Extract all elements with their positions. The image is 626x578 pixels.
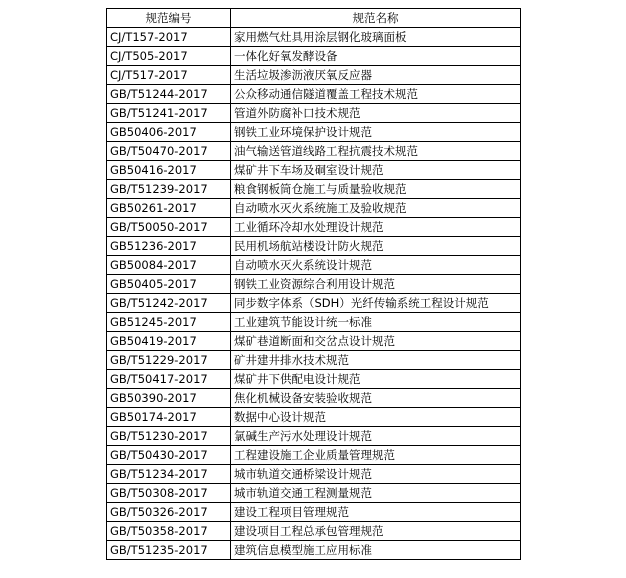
standard-code-cell: GB50261-2017 xyxy=(107,199,231,218)
table-row xyxy=(107,332,521,351)
standard-name-cell: 城市轨道交通桥梁设计规范 xyxy=(231,465,521,484)
table-row xyxy=(107,256,521,275)
table-row xyxy=(107,275,521,294)
standard-code-cell: CJ/T517-2017 xyxy=(107,66,231,85)
standard-code-cell: GB/T50417-2017 xyxy=(107,370,231,389)
table-row xyxy=(107,85,521,104)
standard-code-cell: GB/T50358-2017 xyxy=(107,522,231,541)
standard-name-cell: 焦化机械设备安装验收规范 xyxy=(231,389,521,408)
standard-name-cell: 钢铁工业资源综合利用设计规范 xyxy=(231,275,521,294)
standard-name-cell: 数据中心设计规范 xyxy=(231,408,521,427)
table-row xyxy=(107,408,521,427)
standard-code-cell: GB/T51229-2017 xyxy=(107,351,231,370)
standard-code-cell: GB/T51235-2017 xyxy=(107,541,231,560)
table-row xyxy=(107,123,521,142)
table-row xyxy=(107,484,521,503)
standard-name-cell: 煤矿巷道断面和交岔点设计规范 xyxy=(231,332,521,351)
standard-code-cell: GB50419-2017 xyxy=(107,332,231,351)
standard-name-cell: 公众移动通信隧道覆盖工程技术规范 xyxy=(231,85,521,104)
standard-name-cell: 工程建设施工企业质量管理规范 xyxy=(231,446,521,465)
table-header-row xyxy=(107,9,521,28)
table-row xyxy=(107,180,521,199)
standard-code-cell: GB/T51230-2017 xyxy=(107,427,231,446)
standard-name-cell: 煤矿井下车场及硐室设计规范 xyxy=(231,161,521,180)
standard-code-cell: CJ/T505-2017 xyxy=(107,47,231,66)
table-row xyxy=(107,522,521,541)
header-code: 规范编号 xyxy=(107,9,231,28)
table-row xyxy=(107,370,521,389)
table-row xyxy=(107,446,521,465)
standard-code-cell: GB50416-2017 xyxy=(107,161,231,180)
standard-code-cell: GB/T50470-2017 xyxy=(107,142,231,161)
standard-name-cell: 粮食钢板筒仓施工与质量验收规范 xyxy=(231,180,521,199)
table-row xyxy=(107,389,521,408)
standard-code-cell: CJ/T157-2017 xyxy=(107,28,231,47)
table-row xyxy=(107,218,521,237)
standard-name-cell: 城市轨道交通工程测量规范 xyxy=(231,484,521,503)
standards-table xyxy=(106,8,521,560)
standard-name-cell: 自动喷水灭火系统设计规范 xyxy=(231,256,521,275)
table-row xyxy=(107,66,521,85)
standard-name-cell: 油气输送管道线路工程抗震技术规范 xyxy=(231,142,521,161)
standard-name-cell: 民用机场航站楼设计防火规范 xyxy=(231,237,521,256)
standard-code-cell: GB/T51239-2017 xyxy=(107,180,231,199)
standard-code-cell: GB/T51242-2017 xyxy=(107,294,231,313)
standard-code-cell: GB/T51234-2017 xyxy=(107,465,231,484)
table-row xyxy=(107,199,521,218)
standard-code-cell: GB50390-2017 xyxy=(107,389,231,408)
table-row xyxy=(107,313,521,332)
standard-name-cell: 矿井建井排水技术规范 xyxy=(231,351,521,370)
standard-code-cell: GB50084-2017 xyxy=(107,256,231,275)
standard-name-cell: 同步数字体系（SDH）光纤传输系统工程设计规范 xyxy=(231,294,521,313)
table-row xyxy=(107,47,521,66)
standard-name-cell: 工业建筑节能设计统一标准 xyxy=(231,313,521,332)
standard-name-cell: 钢铁工业环境保护设计规范 xyxy=(231,123,521,142)
table-row xyxy=(107,465,521,484)
standard-code-cell: GB/T51244-2017 xyxy=(107,85,231,104)
standard-name-cell: 家用燃气灶具用涂层钢化玻璃面板 xyxy=(231,28,521,47)
standard-code-cell: GB/T50050-2017 xyxy=(107,218,231,237)
standard-name-cell: 建设项目工程总承包管理规范 xyxy=(231,522,521,541)
table-row xyxy=(107,351,521,370)
table-row xyxy=(107,541,521,560)
table-row xyxy=(107,104,521,123)
table-row xyxy=(107,503,521,522)
header-name: 规范名称 xyxy=(231,9,521,28)
standard-code-cell: GB/T50326-2017 xyxy=(107,503,231,522)
table-row xyxy=(107,237,521,256)
standard-name-cell: 建设工程项目管理规范 xyxy=(231,503,521,522)
standard-name-cell: 生活垃圾渗沥液厌氧反应器 xyxy=(231,66,521,85)
standard-code-cell: GB50405-2017 xyxy=(107,275,231,294)
table-body xyxy=(107,28,521,560)
standard-code-cell: GB51236-2017 xyxy=(107,237,231,256)
standard-name-cell: 煤矿井下供配电设计规范 xyxy=(231,370,521,389)
standard-code-cell: GB/T51241-2017 xyxy=(107,104,231,123)
table-row xyxy=(107,294,521,313)
standard-name-cell: 一体化好氧发酵设备 xyxy=(231,47,521,66)
table-row xyxy=(107,28,521,47)
standard-name-cell: 工业循环冷却水处理设计规范 xyxy=(231,218,521,237)
standard-code-cell: GB51245-2017 xyxy=(107,313,231,332)
standard-code-cell: GB50174-2017 xyxy=(107,408,231,427)
table-row xyxy=(107,161,521,180)
standard-name-cell: 氯碱生产污水处理设计规范 xyxy=(231,427,521,446)
standard-code-cell: GB/T50308-2017 xyxy=(107,484,231,503)
standard-name-cell: 自动喷水灭火系统施工及验收规范 xyxy=(231,199,521,218)
standard-code-cell: GB50406-2017 xyxy=(107,123,231,142)
standard-name-cell: 管道外防腐补口技术规范 xyxy=(231,104,521,123)
table-row xyxy=(107,427,521,446)
standard-name-cell: 建筑信息模型施工应用标准 xyxy=(231,541,521,560)
table-row xyxy=(107,142,521,161)
standard-code-cell: GB/T50430-2017 xyxy=(107,446,231,465)
